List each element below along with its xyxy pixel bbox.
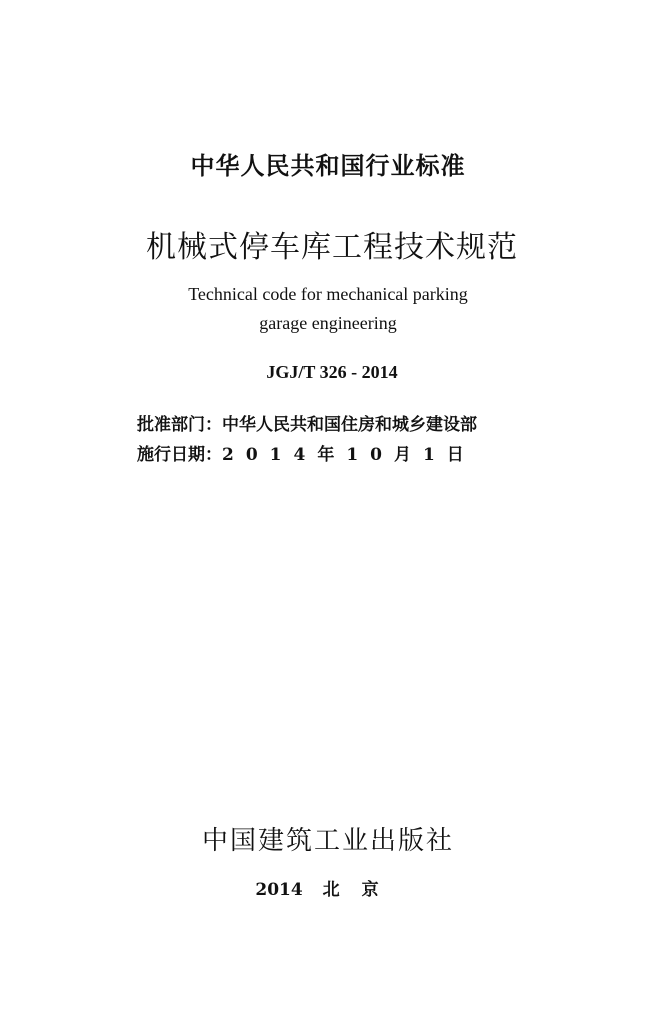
publisher-name: 中国建筑工业出版社: [201, 826, 454, 856]
approval-department-value: 中华人民共和国住房和城乡建设部: [222, 415, 477, 435]
effective-date-label: 施行日期：: [137, 445, 222, 465]
effective-date-value: 2014年10月1日: [222, 445, 476, 465]
approval-department-label: 批准部门：: [137, 415, 222, 435]
standard-category-heading: 中华人民共和国行业标准: [190, 152, 466, 180]
document-title-english-line2: garage engineering: [259, 313, 397, 333]
document-title-chinese: 机械式停车库工程技术规范: [146, 230, 518, 265]
effective-date-row: [137, 440, 476, 465]
publication-year: 2014: [255, 880, 303, 900]
publication-city: 北京: [322, 880, 401, 900]
document-title-english-line1: Technical code for mechanical parking: [188, 284, 468, 304]
approval-department-row: [137, 410, 477, 435]
publication-imprint: [0, 875, 656, 900]
standard-code: JGJ/T 326 - 2014: [266, 362, 398, 382]
